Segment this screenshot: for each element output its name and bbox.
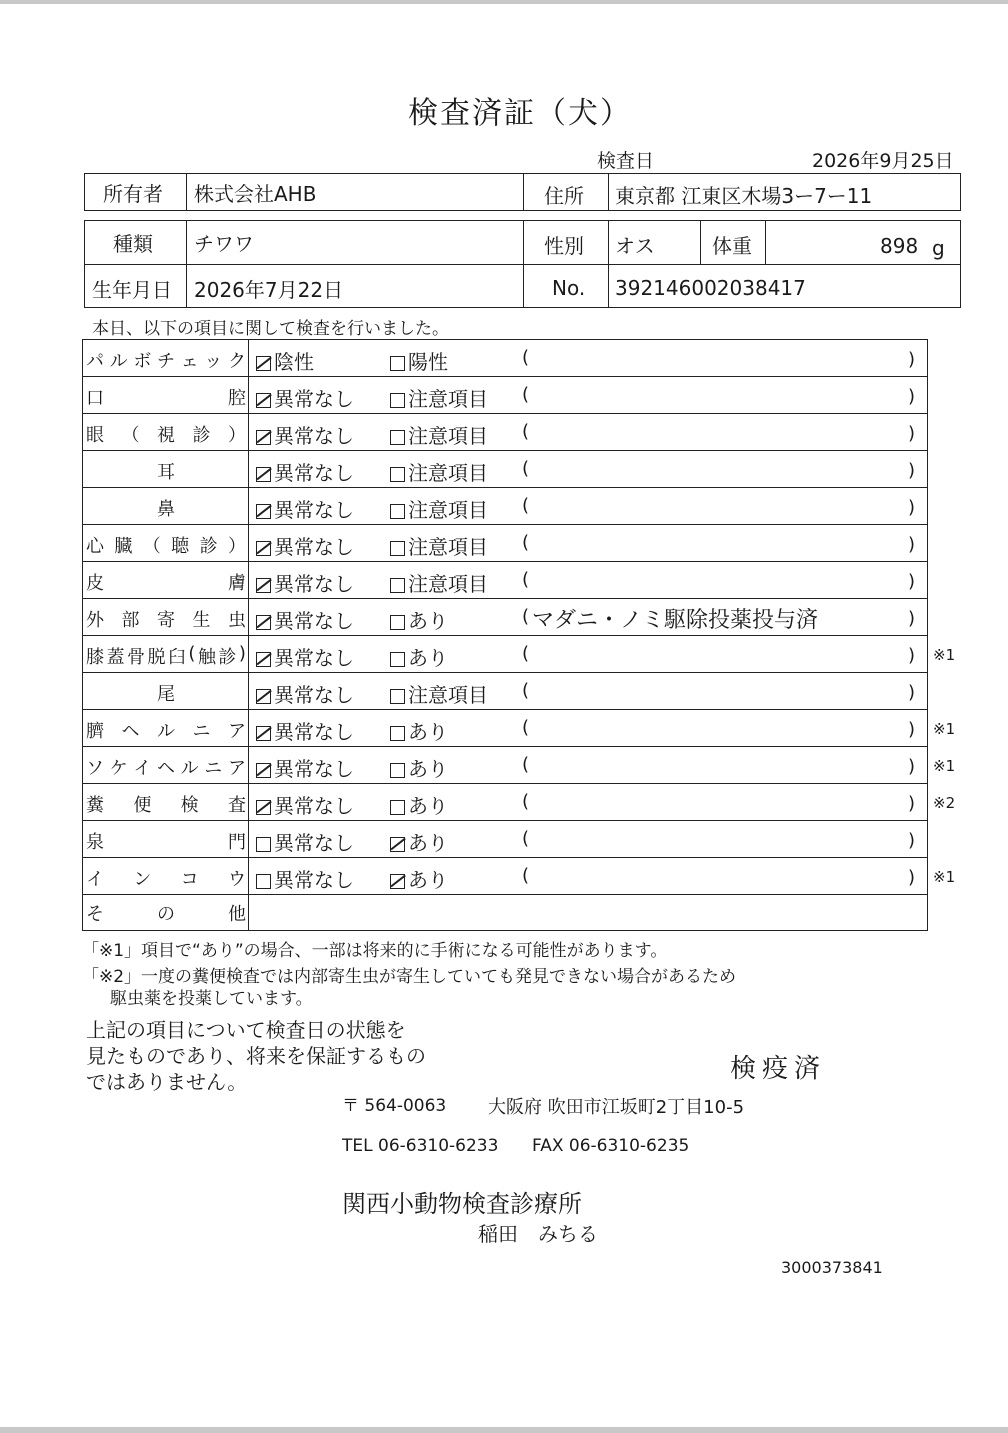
paren-open: ( [522,643,530,664]
checkbox-icon[interactable] [256,800,271,815]
row-mark: ※1 [933,757,956,775]
row-option-1[interactable] [256,531,354,560]
checkbox-icon[interactable] [390,726,405,741]
clinic-address: 大阪府 吹田市江坂町2丁目10-5 [488,1097,745,1118]
row-option-1[interactable] [256,827,354,856]
paren-close: ) [908,608,916,629]
checkbox-icon[interactable] [256,874,271,889]
option-1-label: 異常なし [274,720,354,744]
paren-open: ( [522,717,530,738]
inspection-date-label: 検査日 [597,150,655,172]
row-label-char: ル [157,721,175,742]
row-label [86,495,246,521]
row-label [86,384,246,410]
checkbox-icon[interactable] [390,541,405,556]
row-option-1[interactable] [256,568,354,597]
row-label-char: ニ [192,721,211,742]
row-label-char: 糞 [86,795,104,816]
option-2-label: 注意項目 [408,572,488,596]
option-2-label: あり [408,794,448,818]
row-label [86,828,246,854]
row-label-char: 骨 [126,647,145,668]
paren-close: ) [908,756,916,777]
option-1-label: 異常なし [274,572,354,596]
row-label-char: ッ [204,351,223,372]
row-label-char: ン [133,869,152,890]
paren-close: ) [908,349,916,370]
row-option-1[interactable] [256,605,354,634]
row-label-char: 診 [199,536,218,557]
paren-open: ( [522,791,530,812]
row-label [86,532,246,558]
row-label-char: イ [133,758,152,779]
paren-close: ) [908,793,916,814]
option-1-label: 異常なし [274,794,354,818]
checkbox-icon[interactable] [256,763,271,778]
checkbox-icon[interactable] [256,541,271,556]
checkbox-icon[interactable] [390,393,405,408]
document-id: 3000373841 [781,1258,883,1277]
paren-close: ) [908,719,916,740]
row-label-char: 聴 [171,536,190,557]
paren-close: ) [908,867,916,888]
row-label-char: ケ [109,758,128,779]
row-option-2[interactable] [390,346,448,375]
paren-open: ( [522,384,530,405]
row-option-2[interactable] [390,753,448,782]
paren-close: ) [908,571,916,592]
row-option-2[interactable] [390,457,488,486]
row-label-text: 尾 [157,684,175,705]
row-label [86,680,246,706]
row-label-char: ル [109,351,128,372]
row-option-2[interactable] [390,716,448,745]
row-label [86,643,246,669]
row-option-2[interactable] [390,420,488,449]
paren-open: ( [522,865,530,886]
document-title: 検査済証（犬） [408,96,632,131]
option-2-label: 注意項目 [408,461,488,485]
option-2-label: 注意項目 [408,424,488,448]
row-option-1[interactable] [256,457,354,486]
disclaimer-line-2: 見たものであり、将来を保証するもの [86,1044,426,1068]
row-label-char: 臓 [114,536,133,557]
checkbox-icon[interactable] [256,356,271,371]
row-label [86,569,246,595]
row-label-char: 眼 [86,425,104,446]
paren-open: ( [522,606,530,627]
row-mark: ※1 [933,868,956,886]
row-label [86,717,246,743]
row-label-char: 診 [218,647,237,668]
row-label-char: 腔 [228,388,246,409]
checkbox-icon[interactable] [390,504,405,519]
row-label-char: 診 [192,425,211,446]
checkbox-icon[interactable] [390,874,405,889]
checkbox-icon[interactable] [256,726,271,741]
number-label: No. [552,276,586,300]
checkbox-icon[interactable] [256,467,271,482]
row-label-char: ニ [204,758,223,779]
row-option-2[interactable] [390,605,448,634]
row-label-char: ソ [86,758,104,779]
row-label-char: ) [238,643,246,664]
owner-label: 所有者 [103,182,163,206]
row-option-1[interactable] [256,864,354,893]
option-2-label: 注意項目 [408,535,488,559]
option-2-label: 注意項目 [408,387,488,411]
row-label-char: ル [180,758,199,779]
breed-label: 種類 [113,232,153,256]
row-label-char: 口 [86,388,104,409]
footnote-2a: 「※2」一度の糞便検査では内部寄生虫が寄生していても発見できない場合があるため [82,967,737,987]
footnote-2b: 駆虫薬を投薬しています。 [110,989,313,1009]
checkbox-icon[interactable] [390,763,405,778]
row-label-char: 脱 [147,647,166,668]
inspection-date: 2026年9月25日 [812,150,954,172]
row-label-char: 便 [133,795,152,816]
row-label-char: 検 [180,795,199,816]
row-option-2[interactable] [390,494,488,523]
sex-label: 性別 [544,234,584,258]
row-label-char: 門 [228,832,246,853]
row-mark: ※1 [933,720,956,738]
checkbox-icon[interactable] [390,356,405,371]
row-option-1[interactable] [256,790,354,819]
row-label-char: 膚 [228,573,246,594]
row-option-2[interactable] [390,531,488,560]
row-label-char: （ [121,425,140,446]
postal-code: 〒 564-0063 [342,1096,447,1116]
paren-close: ) [908,460,916,481]
checkbox-icon[interactable] [390,837,405,852]
clinic-fax: FAX 06-6310-6235 [532,1136,690,1156]
paren-open: ( [522,828,530,849]
paren-close: ) [908,423,916,444]
row-label-char: 臍 [86,721,104,742]
checkbox-icon[interactable] [256,652,271,667]
row-option-2[interactable] [390,383,488,412]
quarantine-stamp: 検疫済 [730,1054,827,1084]
option-1-label: 陰性 [274,350,314,374]
disclaimer-line-3: ではありません。 [86,1070,248,1094]
option-1-label: 異常なし [274,757,354,781]
row-label [86,865,246,891]
option-2-label: 陽性 [408,350,448,374]
row-option-2[interactable] [390,679,488,708]
row-label-char: （ [142,536,161,557]
row-label-char: 査 [227,795,246,816]
paren-close: ) [908,534,916,555]
row-label-char: ヘ [156,758,175,779]
option-2-label: あり [408,868,448,892]
row-label-char: 蓋 [106,647,125,668]
paren-open: ( [522,458,530,479]
row-label-char: ( [188,643,196,664]
row-label-text: 耳 [157,462,175,483]
option-1-label: 異常なし [274,646,354,670]
checkbox-icon[interactable] [390,615,405,630]
row-label-char: ヘ [121,721,140,742]
disclaimer-line-1: 上記の項目について検査日の状態を [86,1018,406,1042]
row-option-2[interactable] [390,827,448,856]
row-label-char: 泉 [86,832,104,853]
footnote-1: 「※1」項目で“あり”の場合、一部は将来的に手術になる可能性があります。 [82,941,668,961]
row-label-char: ク [227,351,246,372]
owner-value: 株式会社AHB [194,182,317,206]
weight-label: 体重 [712,234,752,258]
paren-close: ) [908,682,916,703]
row-label-char: 視 [157,425,175,446]
checkbox-icon[interactable] [256,689,271,704]
row-label-char: チ [156,351,175,372]
row-label-char: イ [86,869,104,890]
row-label-char: 部 [121,610,140,631]
row-label-char: ア [228,721,246,742]
option-2-label: あり [408,646,448,670]
checkbox-icon[interactable] [256,837,271,852]
intro-text: 本日、以下の項目に関して検査を行いました。 [92,319,449,339]
checkbox-icon[interactable] [256,615,271,630]
checkbox-icon[interactable] [390,689,405,704]
row-label-text: 鼻 [157,499,175,520]
row-option-2[interactable] [390,864,448,893]
paren-close: ) [908,830,916,851]
checkbox-icon[interactable] [390,800,405,815]
row-label-char: 生 [192,610,211,631]
clinic-tel: TEL 06-6310-6233 [342,1136,499,1156]
row-label-char: 寄 [157,610,175,631]
row-option-1[interactable] [256,383,354,412]
row-option-2[interactable] [390,790,448,819]
checkbox-icon[interactable] [390,430,405,445]
checkbox-icon[interactable] [256,393,271,408]
row-label [86,606,246,632]
checkbox-icon[interactable] [390,652,405,667]
option-1-label: 異常なし [274,387,354,411]
row-label-char: 臼 [167,647,186,668]
row-label-char: コ [180,869,199,890]
option-1-label: 異常なし [274,683,354,707]
weight-value: 898 [880,234,919,258]
row-label-char: 皮 [86,573,104,594]
paren-open: ( [522,347,530,368]
option-2-label: あり [408,831,448,855]
row-option-1[interactable] [256,753,354,782]
row-label [86,754,246,780]
option-2-label: あり [408,609,448,633]
row-label [86,421,246,447]
row-label-char: ア [227,758,246,779]
row-option-1[interactable] [256,679,354,708]
row-label-char: ウ [227,869,246,890]
row-label [86,347,246,373]
row-mark: ※2 [933,794,956,812]
row-note: マダニ・ノミ駆除投薬投与済 [532,608,819,633]
option-2-label: 注意項目 [408,683,488,707]
paren-close: ) [908,497,916,518]
paren-open: ( [522,754,530,775]
birth-value: 2026年7月22日 [194,278,344,302]
doctor-name: 稲田 みちる [478,1222,598,1246]
row-option-2[interactable] [390,568,488,597]
checkbox-icon[interactable] [256,430,271,445]
address-value: 東京都 江東区木場3ー7ー11 [615,184,873,208]
paren-open: ( [522,495,530,516]
row-label-char: ） [227,536,246,557]
option-1-label: 異常なし [274,535,354,559]
address-label: 住所 [544,184,584,208]
paren-close: ) [908,386,916,407]
checkbox-icon[interactable] [390,467,405,482]
option-1-label: 異常なし [274,609,354,633]
birth-label: 生年月日 [92,278,172,302]
row-label [86,458,246,484]
option-1-label: 異常なし [274,461,354,485]
scan-edge-top [0,0,1008,4]
clinic-name: 関西小動物検査診療所 [342,1190,582,1218]
row-label-char: ） [228,425,246,446]
paren-open: ( [522,569,530,590]
row-option-2[interactable] [390,642,448,671]
row-other-label: そ の 他 [86,904,246,925]
paren-open: ( [522,532,530,553]
row-option-1[interactable] [256,346,314,375]
option-2-label: あり [408,757,448,781]
weight-unit: g [932,236,945,260]
row-mark: ※1 [933,646,956,664]
option-2-label: 注意項目 [408,498,488,522]
row-option-1[interactable] [256,420,354,449]
checkbox-icon[interactable] [390,578,405,593]
option-1-label: 異常なし [274,498,354,522]
option-2-label: あり [408,720,448,744]
scan-edge-bottom [0,1427,1008,1433]
row-label-char: 心 [86,536,104,557]
breed-value: チワワ [194,232,254,256]
row-option-1[interactable] [256,716,354,745]
row-label-char: パ [86,351,104,372]
option-1-label: 異常なし [274,868,354,892]
row-label-char: ボ [133,351,152,372]
option-1-label: 異常なし [274,424,354,448]
paren-open: ( [522,680,530,701]
number-value: 392146002038417 [615,276,806,300]
row-label [86,791,246,817]
sex-value: オス [615,234,655,258]
checkbox-icon[interactable] [256,578,271,593]
checkbox-icon[interactable] [256,504,271,519]
paren-open: ( [522,421,530,442]
row-label-char: 虫 [228,610,246,631]
row-option-1[interactable] [256,494,354,523]
paren-close: ) [908,645,916,666]
row-label-char: ェ [180,351,199,372]
row-label-char: 膝 [86,647,104,668]
row-label-char: 触 [197,647,216,668]
row-label-char: 外 [86,610,104,631]
option-1-label: 異常なし [274,831,354,855]
row-option-1[interactable] [256,642,354,671]
